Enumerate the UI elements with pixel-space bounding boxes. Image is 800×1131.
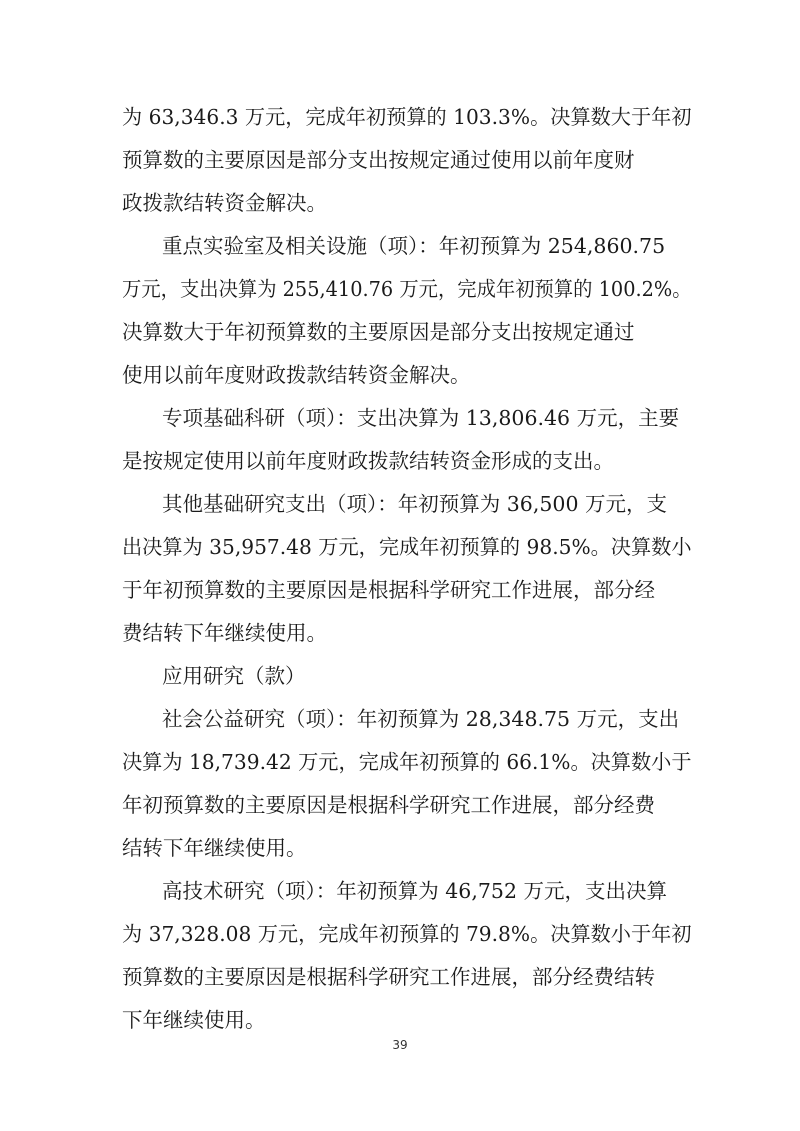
paragraph-line: 专项基础科研（项）：支出决算为 13,806.46 万元，主要 (162, 406, 680, 430)
paragraph-line: 于年初预算数的主要原因是根据科学研究工作进展，部分经 (122, 578, 655, 602)
paragraph-line: 结转下年继续使用。 (122, 836, 307, 860)
paragraph-line: 下年继续使用。 (122, 1008, 266, 1032)
paragraph-line: 使用以前年度财政拨款结转资金解决。 (122, 363, 471, 387)
paragraph-line: 其他基础研究支出（项）：年初预算为 36,500 万元，支 (162, 492, 668, 516)
paragraph-line: 是按规定使用以前年度财政拨款结转资金形成的支出。 (122, 449, 614, 473)
paragraph-line: 政拨款结转资金解决。 (122, 191, 327, 215)
paragraph-line: 决算为 18,739.42 万元，完成年初预算的 66.1%。决算数小于 (122, 750, 692, 774)
paragraph-line: 出决算为 35,957.48 万元，完成年初预算的 98.5%。决算数小 (122, 535, 692, 559)
paragraph-line: 预算数的主要原因是根据科学研究工作进展，部分经费结转 (122, 965, 655, 989)
paragraph-line: 为 63,346.3 万元，完成年初预算的 103.3%。决算数大于年初 (122, 105, 692, 129)
paragraph-line: 高技术研究（项）：年初预算为 46,752 万元，支出决算 (162, 879, 668, 903)
section-heading: 应用研究（款） (162, 664, 306, 688)
paragraph-line: 万元，支出决算为 255,410.76 万元，完成年初预算的 100.2%。 (122, 277, 692, 301)
paragraph-line: 年初预算数的主要原因是根据科学研究工作进展，部分经费 (122, 793, 655, 817)
paragraph-line: 社会公益研究（项）：年初预算为 28,348.75 万元，支出 (162, 707, 680, 731)
paragraph-line: 为 37,328.08 万元，完成年初预算的 79.8%。决算数小于年初 (122, 922, 692, 946)
paragraph-line: 预算数的主要原因是部分支出按规定通过使用以前年度财 (122, 148, 635, 172)
paragraph-line: 重点实验室及相关设施（项）：年初预算为 254,860.75 (162, 234, 666, 258)
page-number: 39 (392, 1038, 408, 1052)
paragraph-line: 决算数大于年初预算数的主要原因是部分支出按规定通过 (122, 320, 635, 344)
paragraph-line: 费结转下年继续使用。 (122, 621, 327, 645)
